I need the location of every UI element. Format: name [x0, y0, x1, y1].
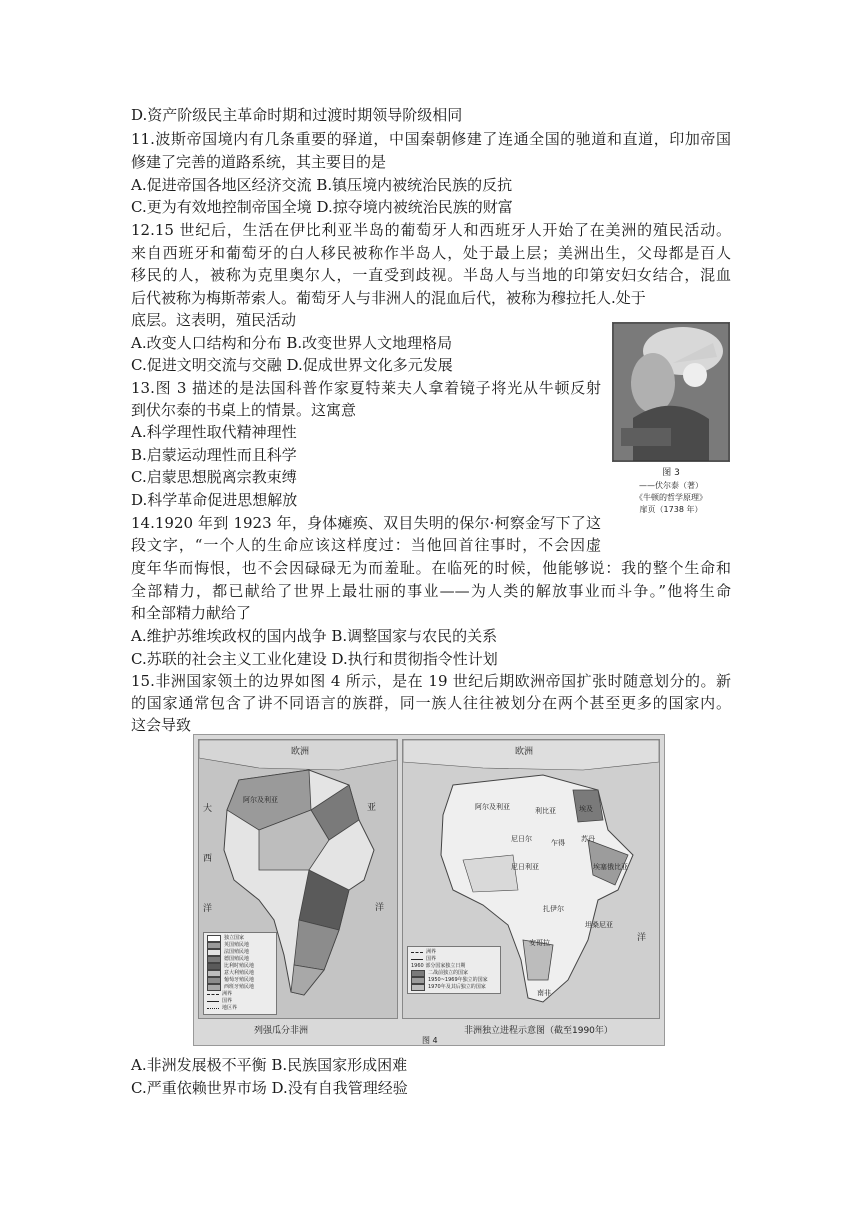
q15-stem-line-1: 15.非洲国家领土的边界如图 4 所示，是在 19 世纪后期欧洲帝国扩张时随意划分的。新 [131, 672, 731, 690]
legend-left-item: 国界 [207, 998, 273, 1005]
label-ethiopia-right: 埃塞俄比亚 [593, 863, 628, 871]
legend-right-item: 1960 部分国家独立日期 [411, 963, 466, 969]
q12-stem-line-2: 来自西班牙和葡萄牙的白人移民被称作半岛人，处于最上层；美洲出生，父母都是百人 [131, 244, 731, 262]
q12-options-cd: C.促进文明交流与交融 D.促成世界文化多元发展 [131, 356, 453, 374]
legend-swatch [207, 942, 221, 949]
map-independence-process [402, 739, 660, 1019]
legend-left-item: 比利时殖民地 [207, 963, 273, 970]
right-map-caption: 非洲独立进程示意图（截至1990年） [464, 1026, 613, 1036]
q12-stem-line-5: 底层。这表明，殖民活动 [131, 311, 297, 329]
label-europe-left: 欧洲 [291, 747, 310, 757]
engraving-image [612, 322, 730, 462]
figure-4-label: 图 4 [422, 1036, 438, 1045]
label-atlantic-left: 大西洋 [203, 804, 213, 914]
figure-3-page: 扉页（1738 年） [639, 505, 703, 514]
legend-right-item: 国界 [411, 956, 497, 963]
q15-stem-line-3: 这会导致 [131, 716, 192, 734]
figure-3-book: 《牛顿的哲学原理》 [635, 493, 707, 502]
label-south-africa-right: 南非 [537, 989, 551, 997]
label-ocean-right: 洋 [637, 933, 647, 943]
figure-3 [612, 322, 730, 518]
legend-right-item: 1970年及其后独立的国家 [411, 984, 497, 991]
legend-swatch [411, 970, 425, 977]
label-sudan-right: 苏丹 [581, 835, 595, 843]
q13-option-b: B.启蒙运动理性而且科学 [131, 446, 297, 464]
legend-right-item: 1950~1969年独立的国家 [411, 977, 497, 984]
q14-options-ab: A.维护苏维埃政权的国内战争 B.调整国家与农民的关系 [131, 627, 498, 645]
legend-swatch [207, 949, 221, 956]
legend-swatch [207, 970, 221, 977]
legend-swatch [207, 984, 221, 991]
q11-options-ab: A.促进帝国各地区经济交流 B.镇压境内被统治民族的反抗 [131, 176, 513, 194]
figure-3-author: ——伏尔泰（著） [639, 481, 703, 490]
q14-stem-line-4: 全部精力，都已献给了世界上最壮丽的事业——为人类的解放事业而斗争。”他将生命 [131, 582, 731, 600]
label-libya-right: 利比亚 [535, 807, 556, 815]
figure-3-label: 图 3 [662, 468, 680, 478]
q13-stem-line-1: 13.图 3 描述的是法国科普作家夏特莱夫人拿着镜子将光从牛顿反射 [131, 379, 601, 397]
q14-stem-line-1: 14.1920 年到 1923 年，身体瘫痪、双目失明的保尔·柯察金写下了这 [131, 514, 601, 532]
q11-options-cd: C.更为有效地控制帝国全境 D.掠夺境内被统治民族的财富 [131, 198, 513, 216]
label-algeria-left: 阿尔及利亚 [243, 796, 278, 804]
q14-stem-line-3: 度年华而悔恨，也不会因碌碌无为而羞耻。在临死的时候，他能够说：我的整个生命和 [131, 559, 731, 577]
label-europe-right: 欧洲 [515, 747, 534, 757]
label-tanzania-right: 坦桑尼亚 [585, 921, 613, 929]
legend-swatch [207, 935, 221, 942]
q13-option-a: A.科学理性取代精神理性 [131, 423, 297, 441]
label-ocean-left: 洋 [375, 903, 385, 913]
legend-left-item: 葡萄牙殖民地 [207, 977, 273, 984]
legend-swatch [411, 959, 423, 960]
legend-swatch [207, 977, 221, 984]
legend-swatch [411, 984, 425, 991]
engraving-illustration [613, 323, 729, 461]
q13-stem-line-2: 到伏尔泰的书桌上的情景。这寓意 [131, 401, 357, 419]
legend-right-item: 洲界 [411, 949, 497, 956]
q14-options-cd: C.苏联的社会主义工业化建设 D.执行和贯彻指令性计划 [131, 650, 498, 668]
q15-options-ab: A.非洲发展极不平衡 B.民族国家形成困难 [131, 1056, 408, 1074]
q14-stem-line-5: 和全部精力献给了 [131, 604, 252, 622]
legend-swatch [207, 956, 221, 963]
legend-left-item: 地区界 [207, 1005, 273, 1012]
q12-stem-line-1: 12.15 世纪后，生活在伊比利亚半岛的葡萄牙人和西班牙人开始了在美洲的殖民活动。 [131, 221, 731, 239]
legend-swatch [207, 994, 219, 995]
legend-left-item: 西班牙殖民地 [207, 984, 273, 991]
map-colonial-partition [198, 739, 398, 1019]
q12-options-ab: A.改变人口结构和分布 B.改变世界人文地理格局 [131, 334, 453, 352]
q11-stem-line-1: 11.波斯帝国境内有几条重要的驿道，中国秦朝修建了连通全国的驰道和直道，印加帝国 [131, 130, 731, 148]
legend-left-item: 德国殖民地 [207, 956, 273, 963]
label-asia-left: 亚 [367, 803, 377, 813]
q13-option-d: D.科学革命促进思想解放 [131, 491, 298, 509]
label-egypt-right: 埃及 [579, 805, 593, 813]
q14-stem-line-2: 段文字，“一个人的生命应该这样度过：当他回首往事时，不会因虚 [131, 536, 601, 554]
q10-option-d: D.资产阶级民主革命时期和过渡时期领导阶级相同 [131, 106, 463, 124]
left-map-caption: 列强瓜分非洲 [254, 1026, 309, 1036]
label-angola-right: 安哥拉 [529, 939, 550, 947]
legend-swatch [411, 977, 425, 984]
legend-left-item: 法国殖民地 [207, 949, 273, 956]
figure-4 [193, 734, 665, 1046]
label-algeria-right: 阿尔及利亚 [475, 803, 510, 811]
q12-stem-line-4: 后代被称为梅斯蒂索人。葡萄牙人与非洲人的混血后代，被称为穆拉托人.处于 [131, 289, 646, 307]
label-chad-right: 乍得 [551, 839, 565, 847]
label-niger-right: 尼日尔 [511, 835, 532, 843]
label-zaire-right: 扎伊尔 [543, 905, 564, 913]
q13-option-c: C.启蒙思想脱离宗教束缚 [131, 468, 297, 486]
legend-swatch [411, 952, 423, 953]
legend-left-item: 意大利殖民地 [207, 970, 273, 977]
legend-right-item: 二战前独立的国家 [411, 970, 497, 977]
q15-stem-line-2: 的国家通常包含了讲不同语言的族群，同一族人往往被划分在两个甚至更多的国家内。 [131, 694, 731, 712]
legend-swatch [207, 1008, 219, 1009]
legend-right [407, 946, 501, 994]
legend-left [203, 932, 277, 1015]
q11-stem-line-2: 修建了完善的道路系统，其主要目的是 [131, 153, 387, 171]
label-nigeria-right: 尼日利亚 [511, 863, 539, 871]
legend-swatch [207, 1001, 219, 1002]
q12-stem-line-3: 移民的人，被称为克里奥尔人，一直受到歧视。半岛人与当地的印第安妇女结合，混血 [131, 266, 731, 284]
legend-left-item: 英国殖民地 [207, 942, 273, 949]
q15-options-cd: C.严重依赖世界市场 D.没有自我管理经验 [131, 1079, 408, 1097]
legend-left-item: 洲界 [207, 991, 273, 998]
legend-left-item: 独立国家 [207, 935, 273, 942]
legend-swatch [207, 963, 221, 970]
